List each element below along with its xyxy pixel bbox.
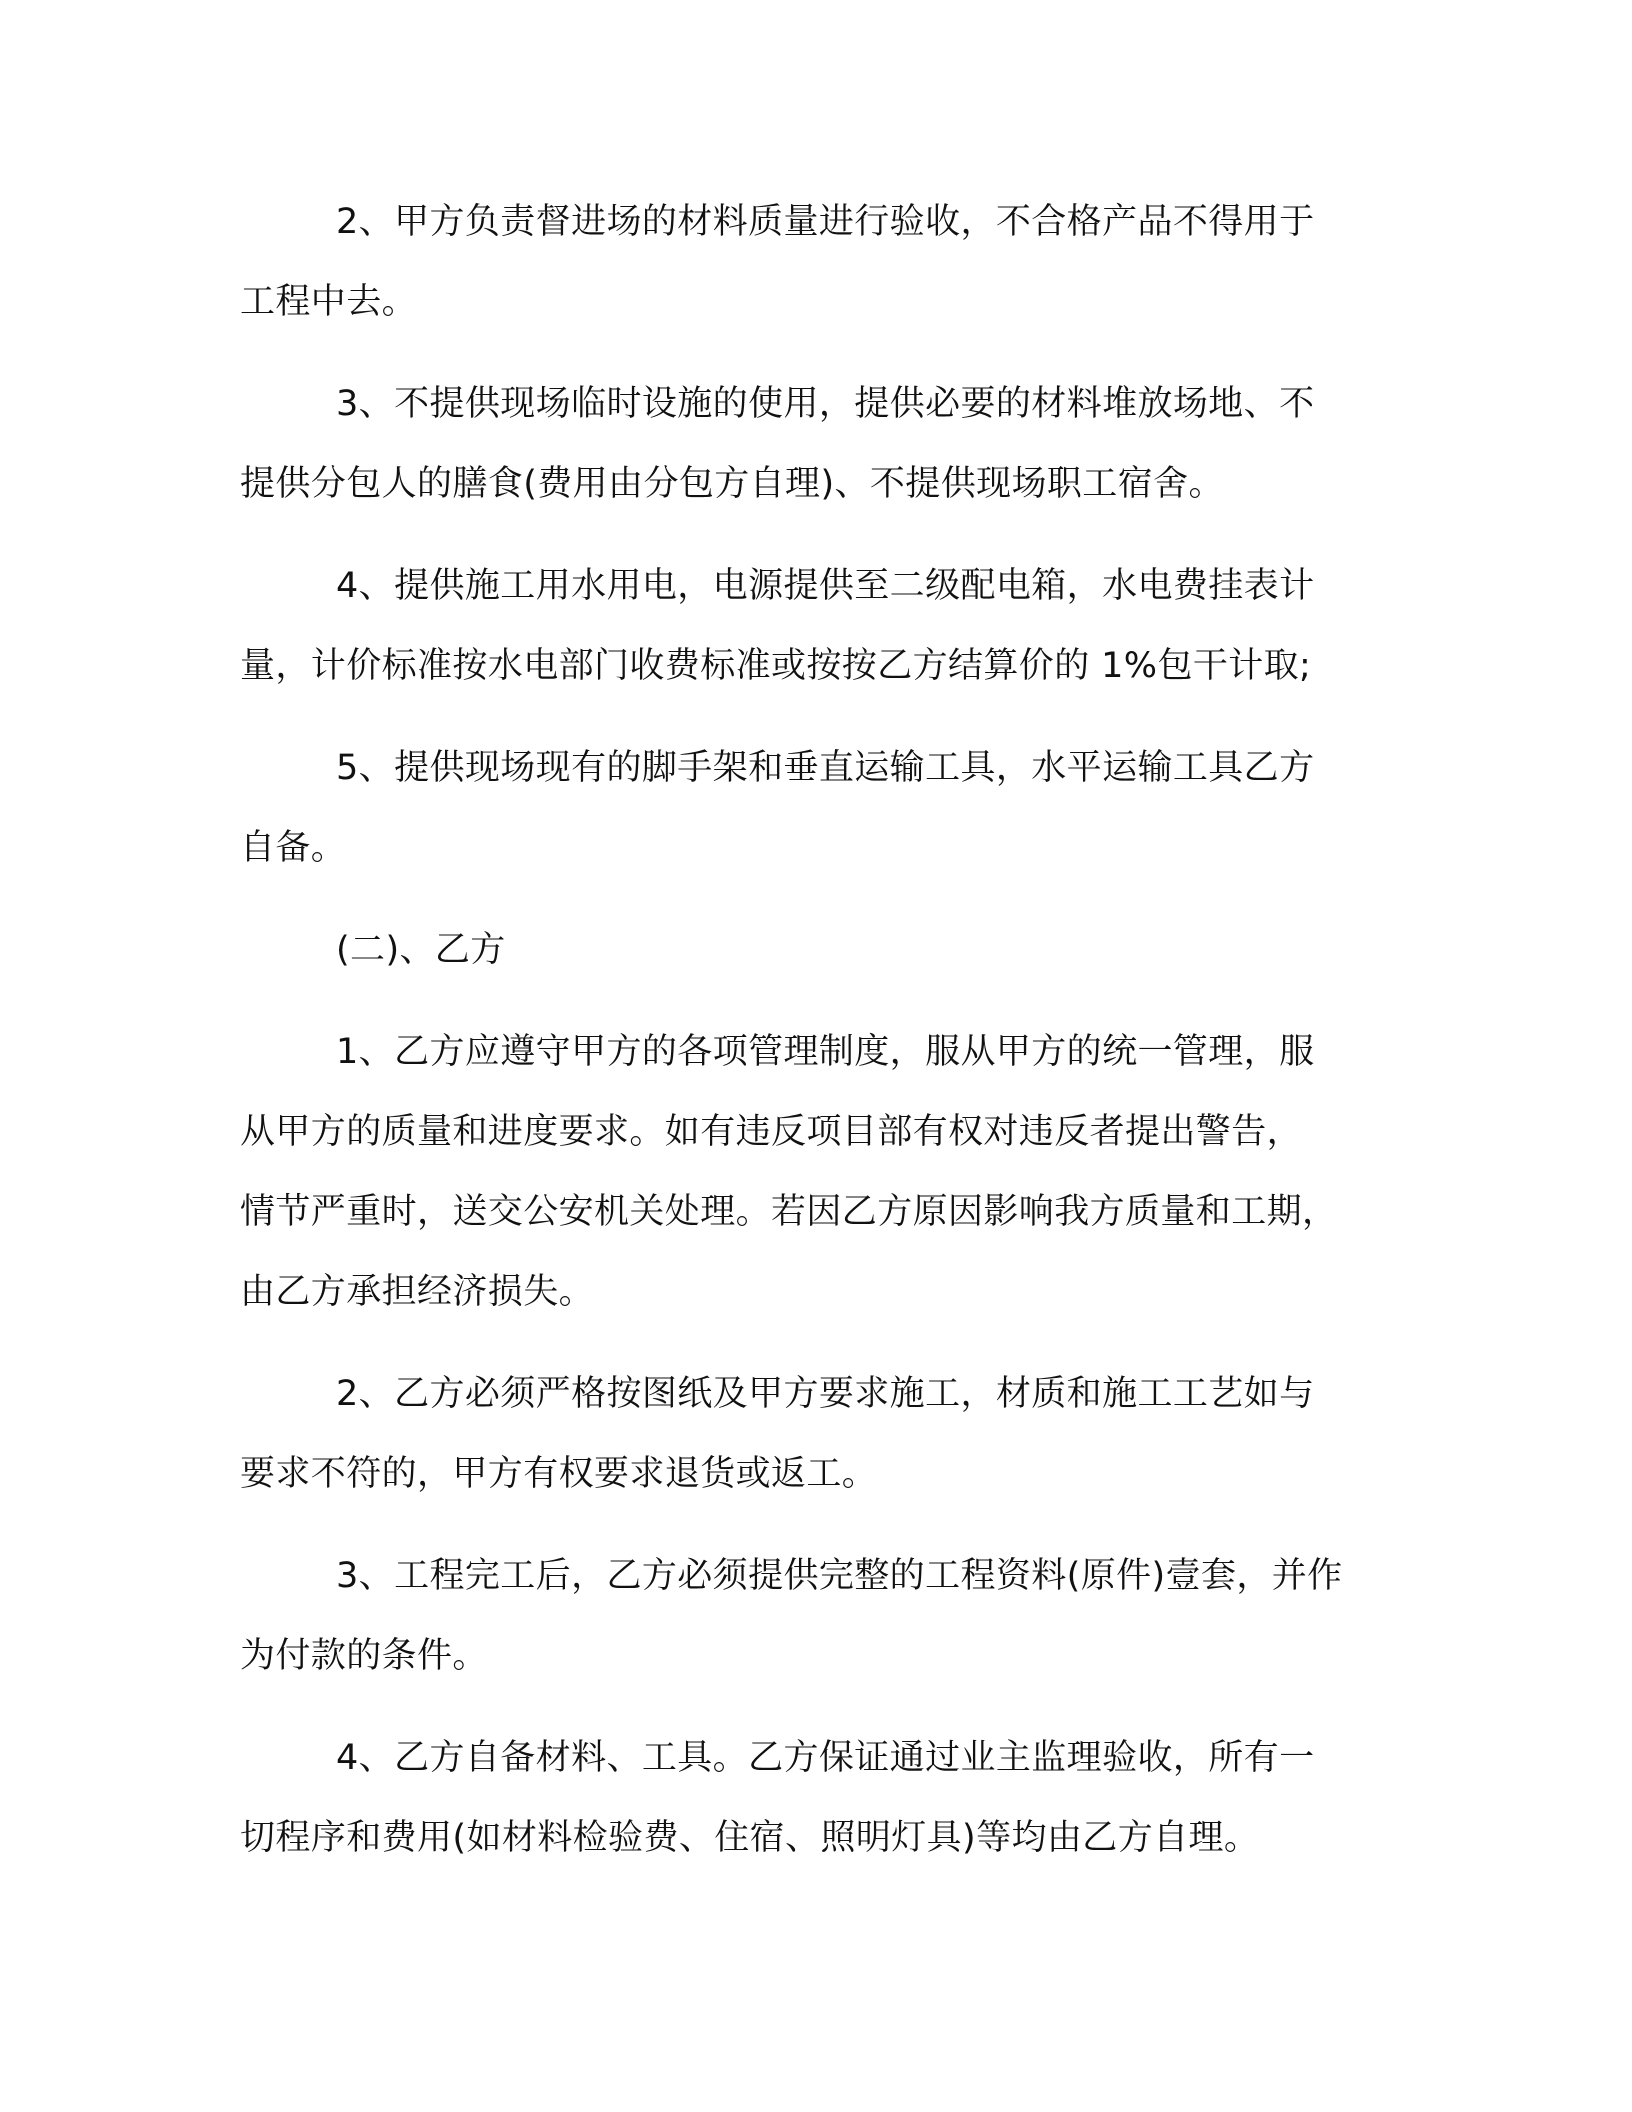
section-heading-party-b [240, 910, 1400, 990]
text-line: 量，计价标准按水电部门收费标准或按按乙方结算价的 1%包干计取; [240, 646, 1312, 686]
paragraph-party-b-item-4 [240, 1718, 1400, 1878]
text-line: 4、提供施工用水用电，电源提供至二级配电箱，水电费挂表计 [336, 566, 1315, 606]
text-line: 提供分包人的膳食(费用由分包方自理)、不提供现场职工宿舍。 [240, 464, 1224, 504]
text-line: 3、工程完工后，乙方必须提供完整的工程资料(原件)壹套，并作 [336, 1556, 1343, 1596]
text-line: 3、不提供现场临时设施的使用，提供必要的材料堆放场地、不 [336, 384, 1315, 424]
text-line: 从甲方的质量和进度要求。如有违反项目部有权对违反者提出警告， [240, 1112, 1303, 1152]
text-line: 为付款的条件。 [240, 1636, 488, 1676]
document-body [240, 182, 1400, 1900]
paragraph-party-a-item-4 [240, 546, 1400, 706]
text-line: 情节严重时，送交公安机关处理。若因乙方原因影响我方质量和工期， [240, 1192, 1338, 1232]
text-line: 要求不符的，甲方有权要求退货或返工。 [240, 1454, 878, 1494]
text-line: 工程中去。 [240, 282, 418, 322]
text-line: 4、乙方自备材料、工具。乙方保证通过业主监理验收，所有一 [336, 1738, 1315, 1778]
text-line: 1、乙方应遵守甲方的各项管理制度，服从甲方的统一管理，服 [336, 1032, 1315, 1072]
paragraph-party-a-item-5 [240, 728, 1400, 888]
text-line: 由乙方承担经济损失。 [240, 1272, 595, 1312]
paragraph-party-a-item-2 [240, 182, 1400, 342]
text-line: (二)、乙方 [336, 930, 506, 970]
paragraph-party-b-item-3 [240, 1536, 1400, 1696]
paragraph-party-b-item-2 [240, 1354, 1400, 1514]
text-line: 2、乙方必须严格按图纸及甲方要求施工，材质和施工工艺如与 [336, 1374, 1315, 1414]
text-line: 切程序和费用(如材料检验费、住宿、照明灯具)等均由乙方自理。 [240, 1818, 1260, 1858]
text-line: 自备。 [240, 828, 347, 868]
text-line: 5、提供现场现有的脚手架和垂直运输工具，水平运输工具乙方 [336, 748, 1315, 788]
paragraph-party-a-item-3 [240, 364, 1400, 524]
paragraph-party-b-item-1 [240, 1012, 1400, 1332]
text-line: 2、甲方负责督进场的材料质量进行验收，不合格产品不得用于 [336, 202, 1315, 242]
